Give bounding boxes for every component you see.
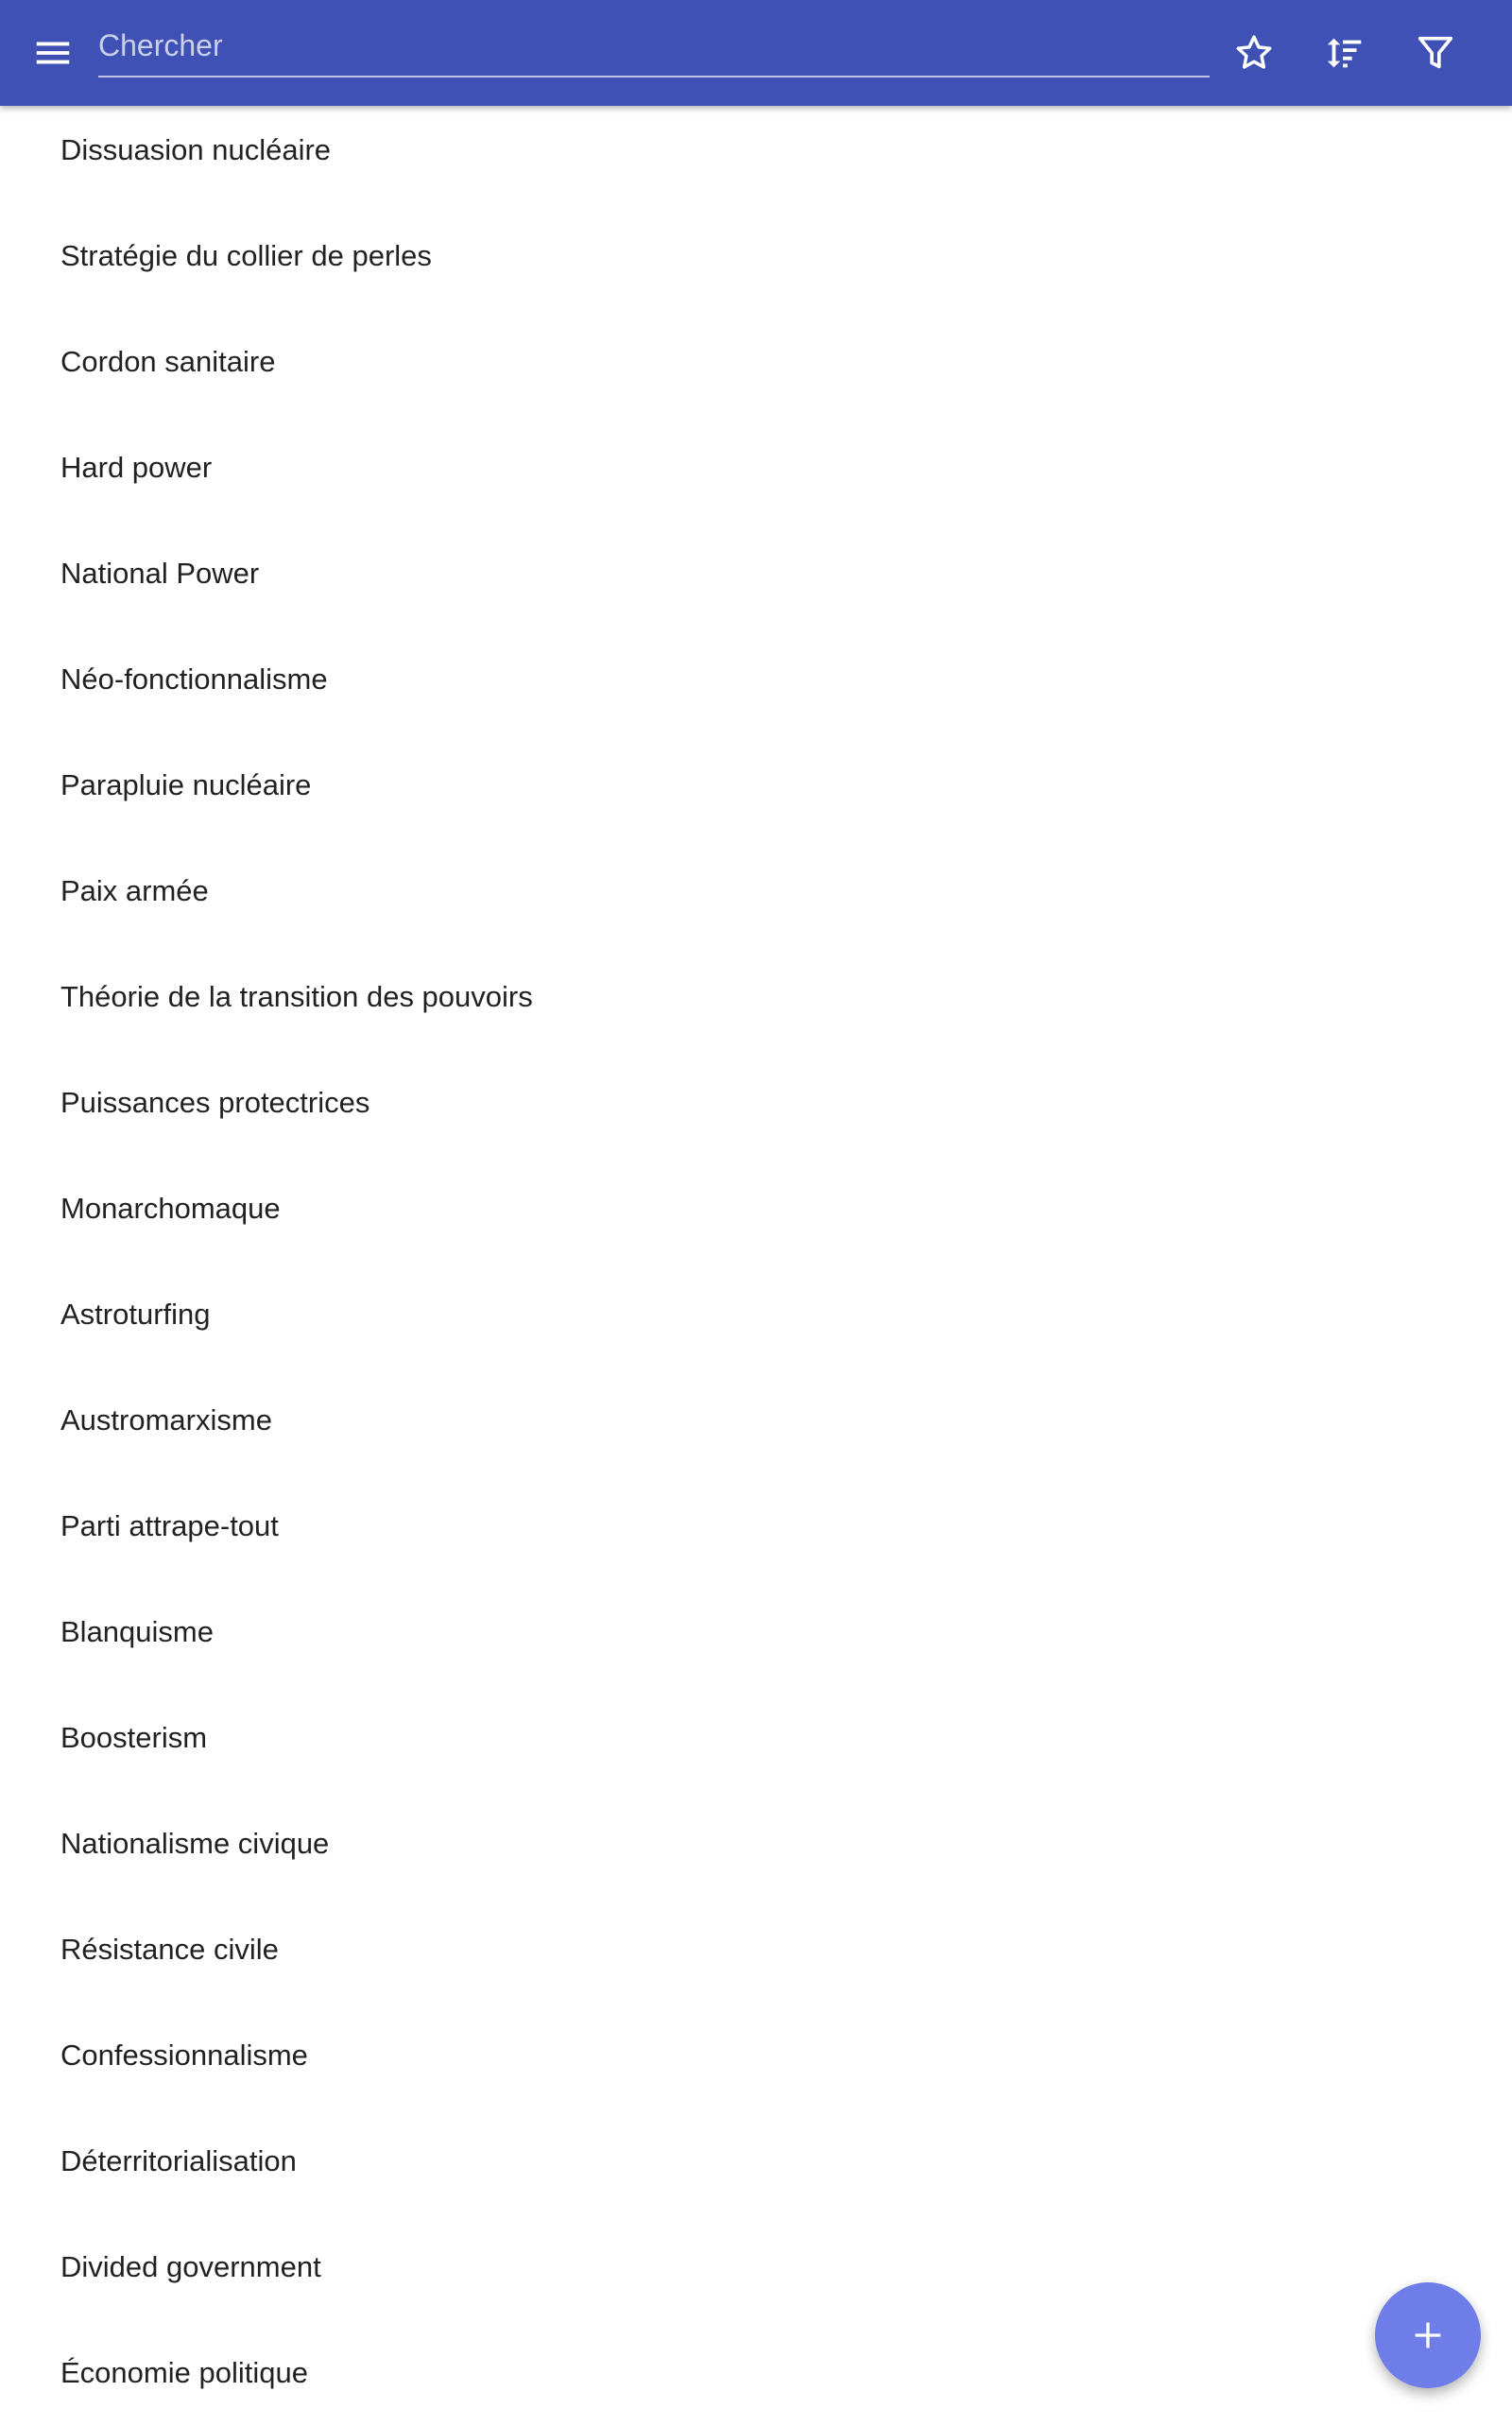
app-bar	[0, 0, 1512, 106]
list-item[interactable]	[0, 1262, 1512, 1368]
list-item-label: Théorie de la transition des pouvoirs	[60, 980, 533, 1013]
list-item-label: Nationalisme civique	[60, 1827, 330, 1860]
list-item-label: Divided government	[60, 2250, 321, 2283]
list-item-label: Cordon sanitaire	[60, 345, 276, 378]
list-item[interactable]	[0, 203, 1512, 309]
list-item[interactable]	[0, 2108, 1512, 2214]
list-item[interactable]	[0, 1897, 1512, 2003]
list-item[interactable]	[0, 309, 1512, 415]
list-item-label: Astroturfing	[60, 1298, 211, 1331]
list-item[interactable]	[0, 521, 1512, 627]
search-field	[98, 21, 1210, 77]
list-item[interactable]	[0, 1579, 1512, 1685]
favorites-button[interactable]	[1220, 19, 1288, 87]
list-item-label: Néo-fonctionnalisme	[60, 662, 328, 696]
list-item-label: Austromarxisme	[60, 1403, 272, 1437]
filter-button[interactable]	[1401, 19, 1469, 87]
plus-icon	[1409, 2316, 1447, 2354]
list-item[interactable]	[0, 1473, 1512, 1579]
sort-icon	[1323, 31, 1366, 75]
list-item[interactable]	[0, 1791, 1512, 1897]
list-item[interactable]	[0, 2320, 1512, 2426]
list-item[interactable]	[0, 415, 1512, 521]
list-item[interactable]	[0, 627, 1512, 732]
list-item-label: Paix armée	[60, 874, 209, 907]
list-item[interactable]	[0, 1156, 1512, 1262]
list-item[interactable]	[0, 1368, 1512, 1473]
list-item-label: Hard power	[60, 451, 213, 484]
list-item[interactable]	[0, 97, 1512, 203]
list-item[interactable]	[0, 2214, 1512, 2320]
list-item-label: National Power	[60, 557, 260, 590]
list-item[interactable]	[0, 838, 1512, 944]
add-button[interactable]	[1375, 2282, 1481, 2388]
list-item-label: Déterritorialisation	[60, 2144, 297, 2177]
list-item[interactable]	[0, 2003, 1512, 2108]
star-outline-icon	[1232, 31, 1276, 75]
list-item-label: Monarchomaque	[60, 1192, 281, 1225]
list-item-label: Puissances protectrices	[60, 1086, 370, 1119]
menu-button[interactable]	[19, 19, 87, 87]
list-item-label: Parti attrape-tout	[60, 1509, 279, 1542]
sort-button[interactable]	[1311, 19, 1379, 87]
list-item[interactable]	[0, 732, 1512, 838]
term-list	[0, 97, 1512, 2426]
list-item[interactable]	[0, 1050, 1512, 1156]
list-item-label: Résistance civile	[60, 1933, 279, 1966]
filter-icon	[1414, 31, 1457, 75]
list-item-label: Boosterism	[60, 1721, 208, 1754]
list-item-label: Blanquisme	[60, 1615, 214, 1648]
list-item-label: Parapluie nucléaire	[60, 768, 312, 801]
list-item-label: Économie politique	[60, 2356, 308, 2389]
list-item-label: Stratégie du collier de perles	[60, 239, 432, 272]
list-item[interactable]	[0, 944, 1512, 1050]
search-input[interactable]	[98, 21, 1210, 70]
list-item-label: Confessionnalisme	[60, 2039, 308, 2072]
menu-icon	[31, 31, 75, 75]
list-item-label: Dissuasion nucléaire	[60, 133, 332, 166]
list-item[interactable]	[0, 1685, 1512, 1791]
